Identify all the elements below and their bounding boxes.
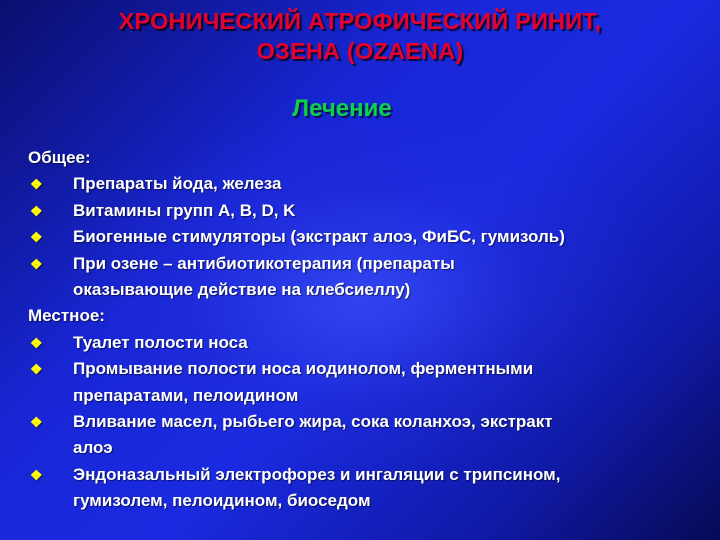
section-general-label: Общее:: [28, 148, 91, 167]
diamond-bullet-icon: ❖: [30, 229, 43, 246]
list-item-text: Препараты йода, железа: [73, 174, 282, 194]
list-item: [28, 409, 708, 462]
diamond-bullet-icon: ❖: [30, 466, 43, 483]
diamond-bullet-icon: ❖: [30, 414, 43, 431]
list-item: [28, 198, 708, 224]
list-item: [28, 462, 708, 515]
slide-title: [0, 6, 720, 66]
diamond-bullet-icon: ❖: [30, 202, 43, 219]
list-item: [28, 171, 708, 197]
diamond-bullet-icon: ❖: [30, 361, 43, 378]
diamond-bullet-icon: ❖: [30, 176, 43, 193]
slide-subtitle: Лечение: [292, 95, 392, 122]
list-item-text: Вливание масел, рыбьего жира, сока коланхоэ, экстракт алоэ: [73, 412, 553, 458]
list-item-text: Биогенные стимуляторы (экстракт алоэ, ФиБС, гумизоль): [73, 227, 565, 247]
list-item-text: Эндоназальный электрофорез и ингаляции с трипсином, гумизолем, пелоидином, биоседом: [73, 464, 561, 511]
list-item: [28, 330, 708, 356]
list-item: [28, 251, 708, 304]
diamond-bullet-icon: ❖: [30, 255, 43, 272]
diamond-bullet-icon: ❖: [30, 334, 43, 351]
section-local-label: Местное:: [28, 306, 105, 326]
list-item: [28, 356, 708, 409]
list-item-text: Промывание полости носа иодинолом, ферментными препаратами, пелоидином: [73, 359, 534, 405]
slide-title-line: ХРОНИЧЕСКИЙ АТРОФИЧЕСКИЙ РИНИТ, ОЗЕНА (OZAENA): [118, 8, 602, 64]
list-item-text: При озене – антибиотикотерапия (препараты оказывающие действие на клебсиеллу): [73, 253, 455, 300]
list-item-text: Витамины групп A, B, D, K: [73, 200, 296, 220]
slide-content: [28, 145, 708, 515]
list-item: [28, 224, 708, 250]
list-item-text: Туалет полости носа: [73, 332, 248, 352]
